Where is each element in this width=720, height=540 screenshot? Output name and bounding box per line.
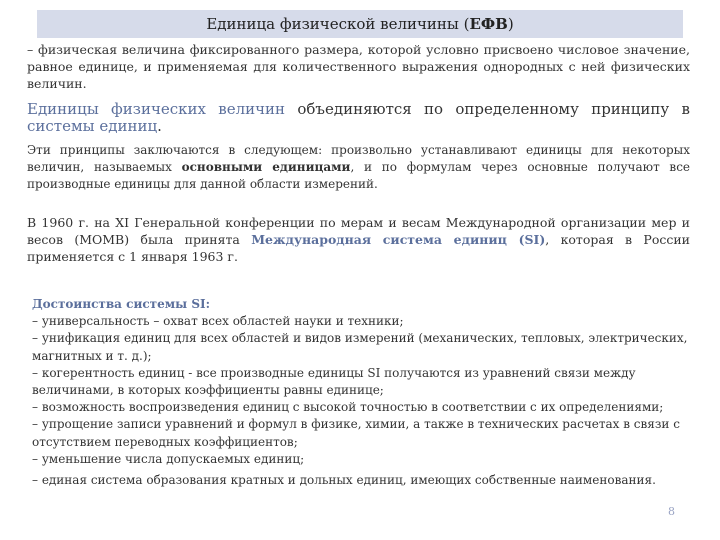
list-item: – унификация единиц для всех областей и видов измерений (механических, тепловых, электрических, магнитных и т. д.); <box>32 331 688 363</box>
advantages-heading: Достоинства системы SI: <box>32 297 211 311</box>
slide-title <box>37 10 683 38</box>
systems-end: . <box>157 117 162 135</box>
units-term: Единицы физических величин <box>27 100 286 118</box>
definition-paragraph: – физическая величина фиксированного размера, которой условно присвоено числовое значение, равное единице, и применяемая для количественного выражения однородных с ней физических величин. <box>27 42 690 91</box>
systems-text: объединяются по определенному принципу в <box>285 100 690 118</box>
list-item: – возможность воспроизведения единиц с высокой точностью в соответствии с их определениями; <box>32 400 664 415</box>
list-item: – упрощение записи уравнений и формул в физике, химии, а также в технических расчетах в связи с отсутствием переводных коэффициентов; <box>32 417 680 449</box>
principles-text-2: , и по формулам через основные получают все производные единицы для данной области измерений. <box>27 160 691 191</box>
title-close: ) <box>507 15 514 33</box>
si-history-paragraph <box>27 214 690 265</box>
page-number: 8 <box>668 505 675 518</box>
title-text: Единица физической величины ( <box>206 15 470 33</box>
list-item: – когерентность единиц - все производные единицы SI получаются из уравнений связи между величинами, в которых коэффициенты равны единице; <box>32 365 636 398</box>
list-item: – универсальность – охват всех областей науки и техники; <box>32 314 404 329</box>
list-item: – уменьшение числа допускаемых единиц; <box>32 451 305 466</box>
si-term: Международная система единиц (SI) <box>251 232 546 247</box>
principles-text-1: Эти принципы заключаются в следующем: произвольно устанавливают единицы для некоторых величин, называемых <box>27 143 690 174</box>
history-text-1: В 1960 г. на XI Генеральной конференции по мерам и весам Международной организации мер и весов (МОМВ) была принята <box>27 215 690 247</box>
base-units-term: основными единицами <box>181 160 351 174</box>
principles-paragraph <box>27 142 690 193</box>
advantages-list <box>32 296 692 489</box>
systems-paragraph <box>27 101 690 135</box>
list-item: – единая система образования кратных и дольных единиц, имеющих собственные наименования. <box>32 473 656 488</box>
history-text-2: , которая в России применяется с 1 января 1963 г. <box>27 232 691 264</box>
title-abbrev: ЕФВ <box>469 15 508 33</box>
systems-term: системы единиц <box>27 117 158 135</box>
